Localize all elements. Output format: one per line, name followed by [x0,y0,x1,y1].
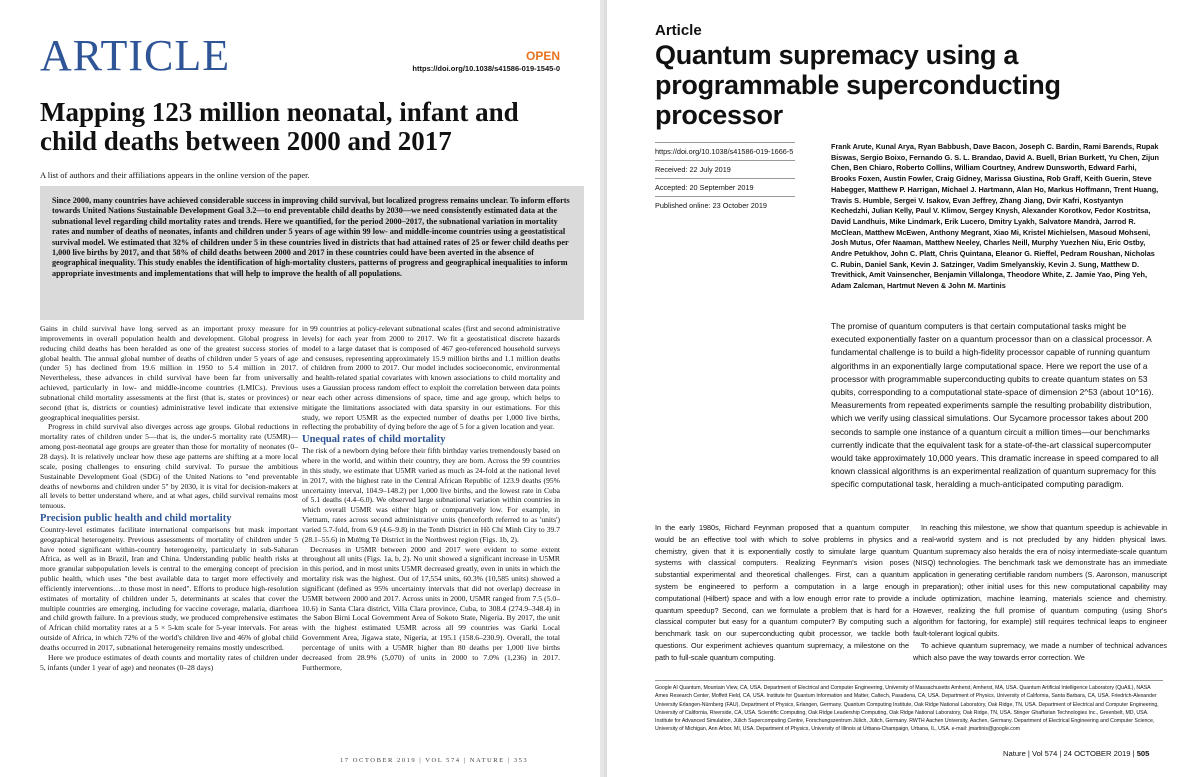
section-heading: Unequal rates of child mortality [302,434,446,446]
paragraph: Here we produce estimates of death counts and mortality rates of children under 5, infants (under 1 year of age) and neonates (0–28 days) [40,652,298,672]
article-label: ARTICLE [40,31,231,80]
body-column-2 [302,324,560,673]
author-list: Frank Arute, Kunal Arya, Ryan Babbush, Dave Bacon, Joseph C. Bardin, Rami Barends, Rupak Biswas, Sergio Boixo, Fernando G. S. L. Brandao, David A. Buell, Brian Burkett, Yu Chen, Zijun Chen, Ben Chiaro, Roberto Collins, William Courtney, Andrew Dunsworth, Edward Farhi, Brooks Foxen, Austin Fowler, Craig Gidney, Marissa Giustina, Rob Graff, Keith Guerin, Steve Habegger, Matthew P. Harrigan, Michael J. Hartmann, Alan Ho, Markus Hoffmann, Trent Huang, Travis S. Humble, Sergei V. Isakov, Evan Jeffrey, Zhang Jiang, Dvir Kafri, Kostyantyn Kechedzhi, Julian Kelly, Paul V. Klimov, Sergey Knysh, Alexander Korotkov, Fedor Kostritsa, David Landhuis, Mike Lindmark, Erik Lucero, Dmitry Lyakh, Salvatore Mandrà, Jarrod R. McClean, Matthew McEwen, Anthony Megrant, Xiao Mi, Kristel Michielsen, Masoud Mohseni, Josh Mutus, Ofer Naaman, Matthew Neeley, Charles Neill, Murphy Yuezhen Niu, Eric Ostby, Andre Petukhov, John C. Platt, Chris Quintana, Eleanor G. Rieffel, Pedram Roushan, Nicholas C. Rubin, Daniel Sank, Kevin J. Satzinger, Vadim Smelyanskiy, Kevin J. Sung, Matthew D. Trevithick, Amit Vainsencher, Benjamin Villalonga, Theodore White, Z. Jamie Yao, Ping Yeh, Adam Zalcman, Hartmut Neven & John M. Martinis [831,142,1160,291]
abstract: The promise of quantum computers is that certain computational tasks might be executed exponentially faster on a quantum processor than on a classical processor. A fundamental challenge is to build a high-fidelity processor capable of running quantum algorithms in an exponentially large computational space. Here we report the use of a processor with programmable superconducting qubits to create quantum states on 53 qubits, corresponding to a computational state-space of dimension 2^53 (about 10^16). Measurements from repeated experiments sample the resulting probability distribution, which we verify using classical simulations. Our Sycamore processor takes about 200 seconds to sample one instance of a quantum circuit a million times—our benchmarks currently indicate that the equivalent task for a state-of-the-art classical supercomputer would take approximately 10,000 years. This dramatic increase in speed compared to all known classical algorithms is an experimental realization of quantum supremacy for this specific computational task, heralding a much-anticipated computing paradigm. [831,321,1159,490]
journal-info: Nature | Vol 574 | 24 OCTOBER 2019 | [1003,749,1135,758]
paragraph: Country-level estimates facilitate international comparisons but mask important geographical heterogeneity. Previous assessments of mortality of children under 5 have noted significant within-country heterogeneity, particularly in sub-Saharan Africa, as well as in Brazil, Iran and China. Understanding public health risks at more granular subpopulation levels is central to the emerging concept of precision public health, which uses "the best available data to target more effectively and efficiently interventions…to those most in need". Efforts to produce high-resolution estimates of mortality of children under 5, determinants at scales that cover the multiple countries are emerging, including for vaccine coverage, malaria, diarrhoea and child growth failure. In a previous study, we produced comprehensive estimates of African child mortality rates at a 5 × 5-km scale for 5-year intervals. For areas outside of Africa, in which 72% of the world's children live and 46% of global child deaths occurred in 2017, subnational heterogeneity remains mostly undescribed. [40,524,298,652]
affiliations: Google AI Quantum, Mountain View, CA, USA. Department of Electrical and Computer Engineering, University of Massachusetts Amherst, Amherst, MA, USA. Quantum Artificial Intelligence Laboratory (QuAIL), NASA Ames Research Center, Moffett Field, CA, USA. Institute for Quantum Information and Matter, Caltech, Pasadena, CA, USA. Department of Physics, University of California, Santa Barbara, CA, USA. Friedrich-Alexander University Erlangen-Nürnberg (FAU), Department of Physics, Erlangen, Germany. Quantum Computing Institute, Oak Ridge National Laboratory, Oak Ridge, TN, USA. Department of Electrical and Computer Engineering, University of California, Riverside, CA, USA. Scientific Computing, Oak Ridge Leadership Computing, Oak Ridge National Laboratory, Oak Ridge, TN, USA. Stinger Ghaffarian Technologies Inc., Greenbelt, MD, USA. Institute for Advanced Simulation, Jülich Supercomputing Centre, Forschungszentrum Jülich, Jülich, Germany. RWTH Aachen University, Aachen, Germany. Department of Electrical Engineering and Computer Science, University of Michigan, Ann Arbor, MI, USA. Department of Physics, University of Illinois at Urbana-Champaign, Urbana, IL, USA. e-mail: jmartinis@google.com [655,685,1159,733]
section-heading: Precision public health and child mortality [40,513,232,525]
open-access-label: OPEN [525,49,560,63]
paragraph: In the early 1980s, Richard Feynman proposed that a quantum computer would be an effective tool with which to solve problems in physics and chemistry, given that it is exponentially costly to simulate large quantum systems with classical computers. Realizing Feynman's vision poses substantial experimental and theoretical challenges. First, can a quantum system be engineered to perform a computation in a large enough computational (Hilbert) space and with a low enough error rate to provide a quantum speedup? Second, can we formulate a problem that is hard for a classical computer but easy for a quantum computer? By computing such a benchmark task on our superconducting qubit processor, we tackle both questions. Our experiment achieves quantum supremacy, a milestone on the path to full-scale quantum computing. [655,523,909,662]
authors-note: A list of authors and their affiliations appears in the online version of the paper. [40,170,310,180]
article-metadata [655,142,795,214]
footnote-divider [655,680,1163,681]
paragraph: Gains in child survival have long served as an important proxy measure for improvements in overall population health and development. Global progress in reducing child deaths has been heralded as one of the greatest success stories of global health. The annual global number of deaths of children under 5 years of age (under 5) has declined from 19.6 million in 1950 to 5.4 million in 2017. Nevertheless, these advances in child survival have been far from universally achieved, particularly in low- and middle-income countries (LMICs). Previous subnational child mortality assessments at the first (that is, states or provinces) or second (that is, districts or counties) administrative level indicate that extensive geographical inequalities persist. [40,324,298,422]
paragraph: To achieve quantum supremacy, we made a number of technical advances which also pave the way towards error correction. We [913,640,1167,662]
received-date: Received: 22 July 2019 [655,161,795,179]
body-column-1 [40,324,298,673]
doi-link[interactable]: https://doi.org/10.1038/s41586-019-1545-0 [412,64,560,73]
paragraph: The risk of a newborn dying before their fifth birthday varies tremendously based on where in the world, and within their country, they are born. Across the 99 countries in this study, we estimate that U5MR varied as much as 24-fold at the national level in 2017, with the highest rate in the Central African Republic of 123.9 deaths (95% uncertainty interval, 104.9–148.2) per 1,000 live births, and the lowest rate in Cuba of 5.1 deaths (4.4–6.0). We observed large subnational variation within countries in which overall U5MR was either high or comparatively low. For example, in Vietnam, rates across second administrative units (henceforth referred to as 'units') varied 5.7-fold, from 6.9 (4.6–9.8) in the Tenth District in Hồ Chí Minh City to 39.7 (28.1–55.6) in Mường Tè District in the Northwest region (Figs. 1b, 2). [302,446,560,544]
paragraph: in 99 countries at policy-relevant subnational scales (first and second administrative levels) for each year from 2000 to 2017. We fit a geostatistical discrete hazards model to a large dataset that is composed of 467 geo-referenced household surveys and censuses, representing approximately 15.9 million births and 1.1 million deaths of children from 2000 to 2017. Our model includes socioeconomic, environmental and health-related spatial covariates with known associations to child mortality and uses a Gaussian process random effect to exploit the correlation between data points near each other across dimensions of space, time and age group, which helps to mitigate the limitations associated with data sparsity in our estimations. For this study, we report U5MR as the expected number of deaths per 1,000 live births, reflecting the probability of dying before the age of 5 for a given location and year. [302,324,560,432]
paragraph: Progress in child survival also diverges across age groups. Global reductions in mortality rates of children under 5—that is, the under-5 mortality rate (U5MR)—among post-neonatal age groups are greater than those for mortality of neonates (0–28 days). It is relatively unclear how these age patterns are shifting at a more local scale, posing challenges to ensuring child survival. To pursue the ambitious Sustainable Development Goal (SDG) of the United Nations to "end preventable deaths of newborns and children under 5" by 2030, it is vital for decision-makers at all levels to better understand where, and at what ages, child survival remains most tenuous. [40,422,298,511]
paragraph: In reaching this milestone, we show that quantum speedup is achievable in a real-world system and is not precluded by any hidden physical laws. Quantum supremacy also heralds the era of noisy intermediate-scale quantum (NISQ) technologies. The benchmark task we demonstrate has an immediate application in generating certifiable random numbers (S. Aaronson, manuscript in preparation); other initial uses for this new computational capability may include optimization, machine learning, materials science and chemistry. However, realizing the full promise of quantum computing (using Shor's algorithm for factoring, for example) still requires technical leaps to engineer fault-tolerant logical qubits. [913,523,1167,639]
article-label: Article [655,22,702,39]
accepted-date: Accepted: 20 September 2019 [655,179,795,197]
published-date: Published online: 23 October 2019 [655,201,767,210]
abstract: Since 2000, many countries have achieved considerable success in improving child survival, but localized progress remains unclear. To inform efforts towards United Nations Sustainable Development Goal 3.2—to end preventable child deaths by 2030—we need consistently estimated data at the subnational level regarding child mortality rates and trends. Here we quantified, for the period 2000–2017, the subnational variation in mortality rates and number of deaths of neonates, infants and children under 5 years of age within 99 low- and middle-income countries using a geostatistical survival model. We estimated that 32% of children under 5 in these countries lived in districts that had attained rates of 25 or fewer child deaths per 1,000 live births by 2017, and that 58% of child deaths between 2000 and 2017 in these countries could have been averted in the absence of geographical inequality. This study enables the identification of high-mortality clusters, patterns of progress and geographical inequalities to inform appropriate investments and implementations that will help to improve the health of all populations. [40,186,584,320]
article-title: Mapping 123 million neonatal, infant and child deaths between 2000 and 2017 [40,97,519,156]
body-column-2 [913,522,1167,664]
page-footer [1003,749,1149,758]
page-number: 505 [1136,749,1150,758]
paragraph: Decreases in U5MR between 2000 and 2017 were evident to some extent throughout all units (Figs. 1a, b, 2). No unit showed a significant increase in U5MR in this period, and in most units U5MR decreased greatly, even in units in which the mortality risk was the highest. Out of 17,554 units, 60.3% (10,585 units) showed a significant (defined as 95% uncertainty intervals that did not overlap) decrease in U5MR between 2000 and 2017. Across units in 2000, U5MR ranged from 7.5 (5.0–10.6) in Santa Clara district, Villa Clara province, Cuba, to 308.4 (274.9–348.4) in the Sabon Birni Local Government Area of Sokoto State, Nigeria. By 2017, the unit with the highest estimated U5MR across all 99 countries was Garki Local Government Area, Jigawa state, Nigeria, at 195.1 (158.6–230.9). Overall, the total percentage of units with a U5MR higher than 80 deaths per 1,000 live births decreased from 28.9% (5,070) of units in 2000 to 7.0% (1,236) in 2017. Furthermore, [302,544,560,672]
right-page [604,0,1200,777]
article-title: Quantum supremacy using a programmable superconducting processor [655,40,1061,130]
body-column-1 [655,522,909,664]
page-footer: 17 OCTOBER 2019 | VOL 574 | NATURE | 353 [340,757,529,764]
doi-link[interactable]: https://doi.org/10.1038/s41586-019-1666-5 [655,142,795,161]
